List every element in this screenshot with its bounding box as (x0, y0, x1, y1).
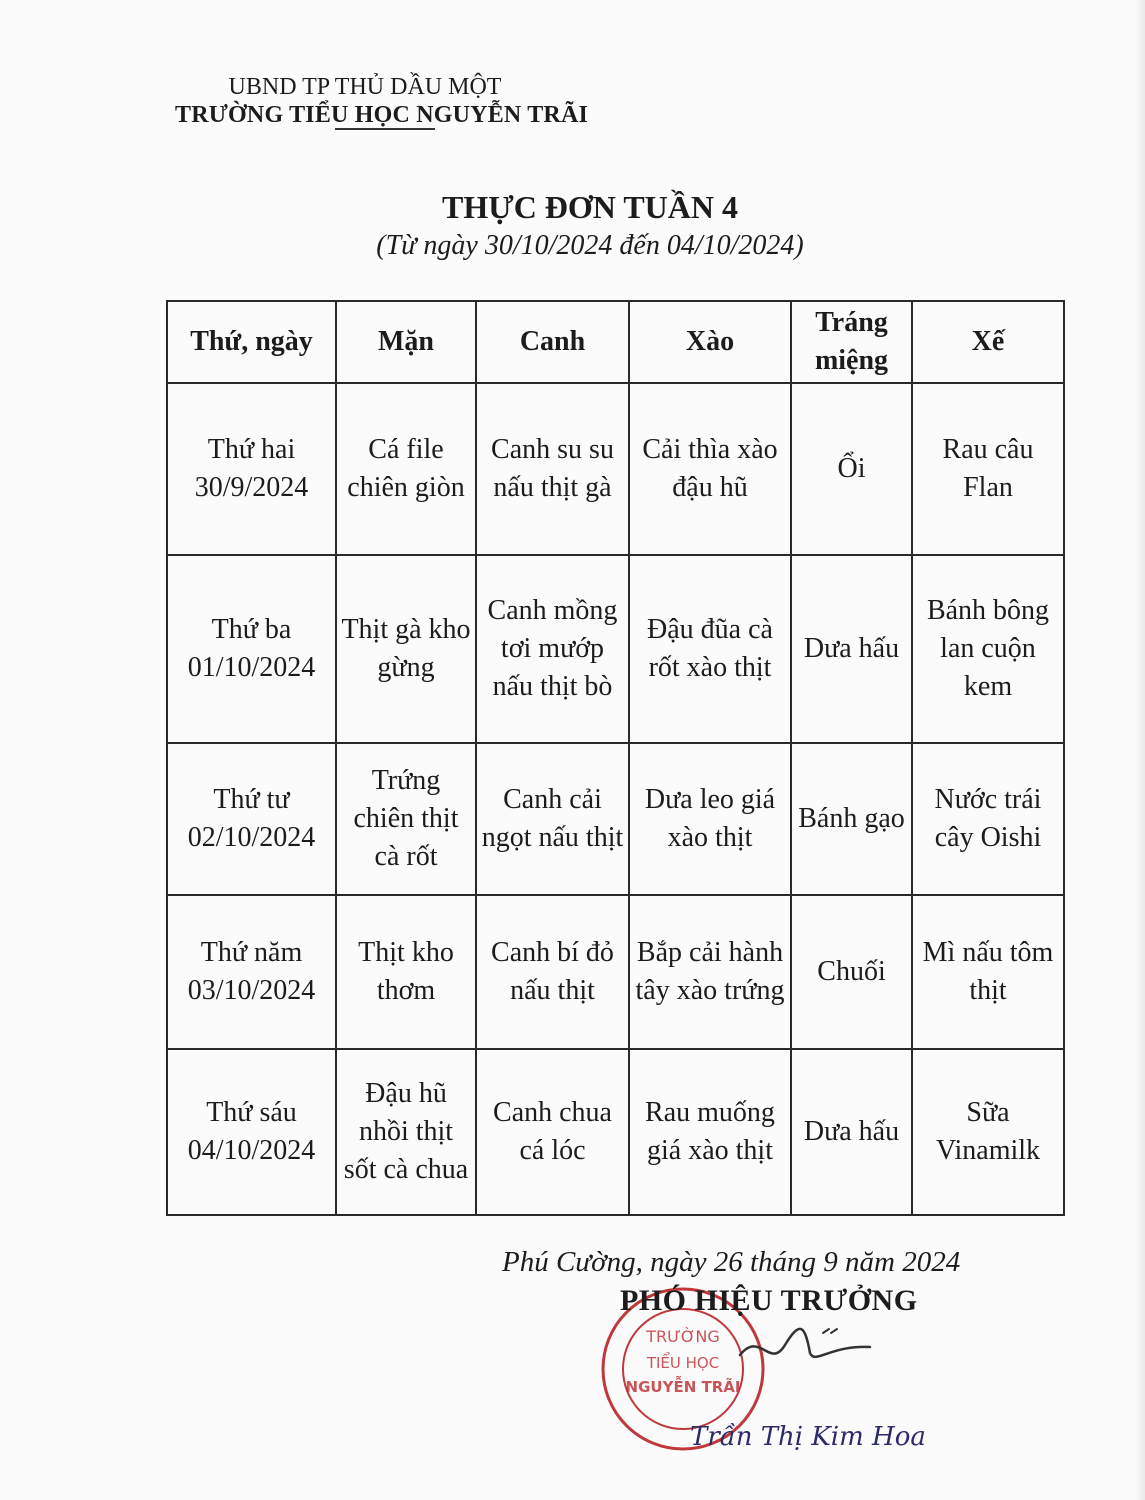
cell-canh: Canh mồng tơi mướp nấu thịt bò (476, 555, 629, 743)
cell-canh: Canh su su nấu thịt gà (476, 383, 629, 555)
day-date: 01/10/2024 (187, 652, 316, 683)
table-row (167, 895, 1064, 1049)
header-man: Mặn (336, 301, 476, 383)
signer-role: PHÓ HIỆU TRƯỞNG (620, 1284, 918, 1317)
cell-day (167, 383, 336, 555)
header-xe: Xế (912, 301, 1064, 383)
day-name: Thứ hai (207, 434, 296, 465)
signing-date-place: Phú Cường, ngày 26 tháng 9 năm 2024 (502, 1246, 961, 1278)
cell-trang-mieng: Chuối (791, 895, 912, 1049)
agency-name: UBND TP THỦ DẦU MỘT (228, 74, 502, 100)
cell-xao: Bắp cải hành tây xào trứng (629, 895, 791, 1049)
cell-day (167, 743, 336, 895)
cell-man: Đậu hũ nhồi thịt sốt cà chua (336, 1049, 476, 1215)
cell-man: Thịt gà kho gừng (336, 555, 476, 743)
table-header-row (167, 301, 1064, 383)
day-name: Thứ tư (213, 784, 290, 815)
table-row (167, 743, 1064, 895)
header-canh: Canh (476, 301, 629, 383)
school-underline (335, 128, 435, 130)
cell-man: Cá file chiên giòn (336, 383, 476, 555)
table-row (167, 383, 1064, 555)
cell-trang-mieng: Dưa hấu (791, 555, 912, 743)
seal-line-3: NGUYỄN TRÃI (625, 1378, 741, 1396)
day-name: Thứ năm (200, 937, 303, 968)
cell-xe: Mì nấu tôm thịt (912, 895, 1064, 1049)
cell-xao: Rau muống giá xào thịt (629, 1049, 791, 1215)
cell-xe: Rau câu Flan (912, 383, 1064, 555)
day-name: Thứ sáu (206, 1097, 297, 1128)
cell-xe: Bánh bông lan cuộn kem (912, 555, 1064, 743)
cell-trang-mieng: Dưa hấu (791, 1049, 912, 1215)
cell-day (167, 895, 336, 1049)
cell-xe: Nước trái cây Oishi (912, 743, 1064, 895)
cell-xe: Sữa Vinamilk (912, 1049, 1064, 1215)
document-title: THỰC ĐƠN TUẦN 4 (441, 189, 738, 225)
day-date: 04/10/2024 (187, 1135, 316, 1166)
cell-canh: Canh chua cá lóc (476, 1049, 629, 1215)
seal-line-1: TRƯỜNG (646, 1327, 720, 1346)
menu-table (166, 300, 1065, 1216)
table-row (167, 555, 1064, 743)
cell-xao: Cải thìa xào đậu hũ (629, 383, 791, 555)
signer-name: Trần Thị Kim Hoa (690, 1422, 926, 1452)
document-subtitle: (Từ ngày 30/10/2024 đến 04/10/2024) (376, 230, 804, 261)
cell-man: Thịt kho thơm (336, 895, 476, 1049)
table-row (167, 1049, 1064, 1215)
seal-line-2: TIỂU HỌC (646, 1354, 720, 1372)
cell-day (167, 555, 336, 743)
day-name: Thứ ba (211, 614, 292, 645)
cell-xao: Dưa leo giá xào thịt (629, 743, 791, 895)
day-date: 30/9/2024 (194, 472, 309, 503)
cell-xao: Đậu đũa cà rốt xào thịt (629, 555, 791, 743)
header-day: Thứ, ngày (167, 301, 336, 383)
cell-trang-mieng: Ổi (791, 383, 912, 555)
day-date: 03/10/2024 (187, 975, 316, 1006)
day-date: 02/10/2024 (187, 822, 316, 853)
cell-day (167, 1049, 336, 1215)
header-xao: Xào (629, 301, 791, 383)
school-name: TRƯỜNG TIỂU HỌC NGUYỄN TRÃI (175, 102, 589, 128)
cell-man: Trứng chiên thịt cà rốt (336, 743, 476, 895)
cell-trang-mieng: Bánh gạo (791, 743, 912, 895)
cell-canh: Canh cải ngọt nấu thịt (476, 743, 629, 895)
header-trang-mieng: Tráng miệng (791, 301, 912, 383)
cell-canh: Canh bí đỏ nấu thịt (476, 895, 629, 1049)
signature-icon (735, 1315, 875, 1375)
